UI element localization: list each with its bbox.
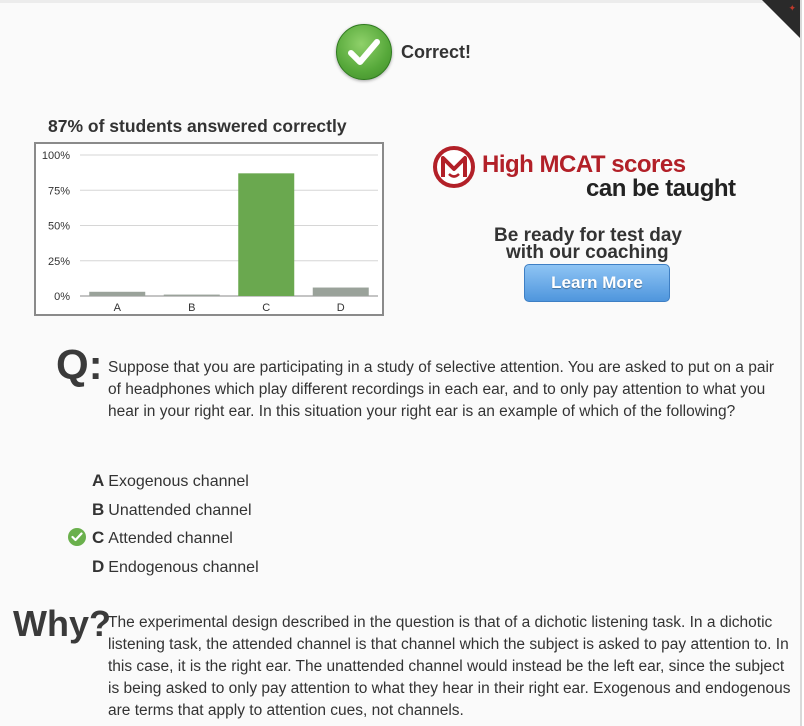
answer-option-a[interactable] xyxy=(68,470,259,499)
ad-headline-2: can be taught xyxy=(586,175,736,202)
answer-option-c[interactable] xyxy=(68,527,259,556)
explanation-text: The experimental design described in the question is that of a dichotic listening task. In a dichotic listening task, the attended channel is that channel which the subject is asked to pay attention to. In this case, it is the right ear. The unattended channel would instead be the left ear, since the subject is being asked to only pay attention to what they hear in their right ear. Exogenous and endogenous are terms that apply to attention cues, not channels. xyxy=(108,614,791,719)
x-tick-label: B xyxy=(188,302,196,314)
ad-headline-1: High MCAT scores xyxy=(482,151,686,178)
ad-tagline-1: Be ready for test day xyxy=(494,225,682,246)
answer-text: Attended channel xyxy=(108,530,233,547)
result-label: Correct! xyxy=(401,41,472,62)
bar-d xyxy=(313,288,369,296)
y-tick-label: 50% xyxy=(47,220,70,233)
correct-check-icon xyxy=(336,24,392,80)
x-tick-label: C xyxy=(262,302,271,314)
mcat-ad[interactable] xyxy=(432,145,772,315)
explanation-label: Why? xyxy=(13,603,111,644)
answer-list xyxy=(68,470,259,584)
y-tick-label: 75% xyxy=(47,185,70,198)
answer-text: Exogenous channel xyxy=(108,473,249,490)
bar-b xyxy=(164,295,220,296)
y-tick-label: 100% xyxy=(41,150,70,162)
ad-tagline-2: with our coaching xyxy=(506,242,669,263)
y-tick-label: 0% xyxy=(54,291,70,303)
answer-letter: D xyxy=(92,556,105,576)
answer-option-b[interactable] xyxy=(68,499,259,528)
result-banner xyxy=(336,24,471,80)
answer-option-d[interactable] xyxy=(68,556,259,585)
chart-title: 87% of students answered correctly xyxy=(48,116,347,136)
answer-letter: A xyxy=(92,471,105,490)
x-tick-label: A xyxy=(113,302,121,314)
corner-icon: ✦ xyxy=(788,3,796,13)
chart-svg xyxy=(36,144,382,314)
answer-text: Unattended channel xyxy=(108,501,252,519)
x-tick-label: D xyxy=(336,302,345,314)
learn-more-button[interactable]: Learn More xyxy=(524,264,670,302)
answer-letter: C xyxy=(92,528,105,547)
answer-text: Endogenous channel xyxy=(108,558,259,576)
y-tick-label: 25% xyxy=(47,255,70,268)
answer-letter: B xyxy=(92,499,105,519)
mcat-logo-icon xyxy=(432,145,476,189)
question-text: Suppose that you are participating in a study of selective attention. You are asked to put on a pair of headphones which play different recordings in each ear, and to only pay attention to what you hear in your right ear. In this situation your right ear is an example of which of the following? xyxy=(108,359,775,420)
bar-a xyxy=(89,292,145,296)
question-label: Q: xyxy=(56,341,103,388)
answer-distribution-chart xyxy=(34,142,384,316)
bar-c xyxy=(238,173,294,296)
top-border xyxy=(0,0,800,3)
correct-answer-check-icon xyxy=(68,528,86,546)
